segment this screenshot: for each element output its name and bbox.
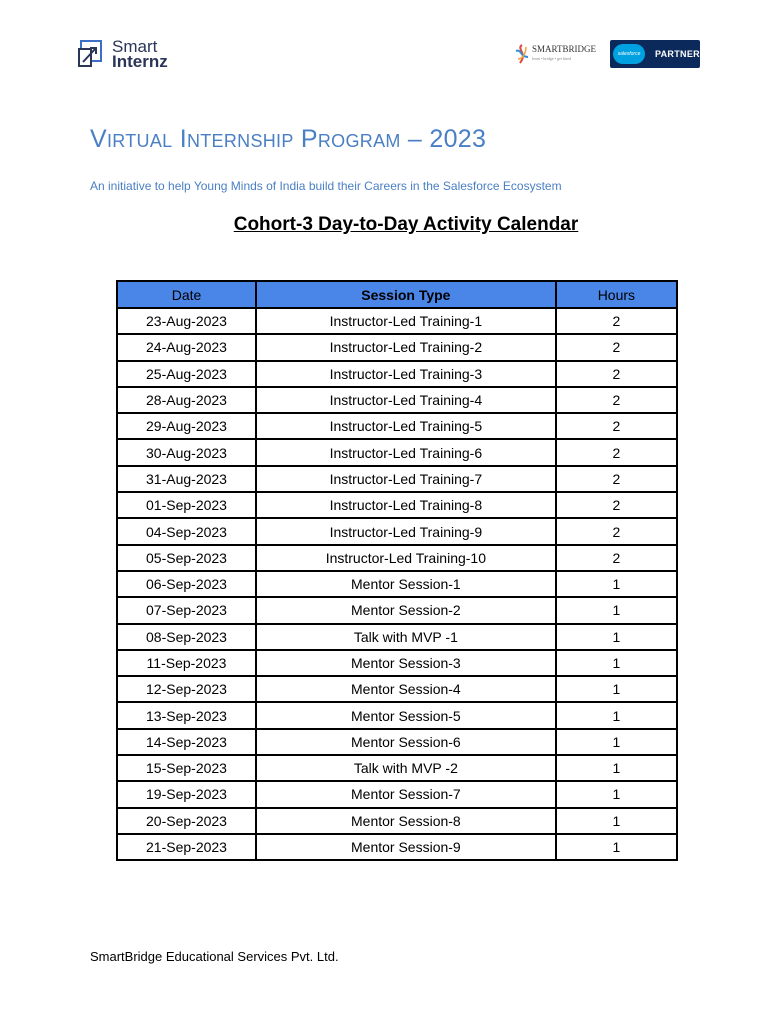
- session-type-cell: Mentor Session-1: [256, 571, 556, 597]
- hours-cell: 2: [556, 334, 677, 360]
- date-cell: 23-Aug-2023: [117, 308, 256, 334]
- date-cell: 11-Sep-2023: [117, 650, 256, 676]
- date-cell: 12-Sep-2023: [117, 676, 256, 702]
- table-row: [117, 571, 677, 597]
- session-type-cell: Instructor-Led Training-1: [256, 308, 556, 334]
- date-cell: 28-Aug-2023: [117, 387, 256, 413]
- hours-cell: 1: [556, 676, 677, 702]
- smartbridge-tagline: learn • bridge • get hired: [532, 56, 572, 61]
- table-row: [117, 518, 677, 544]
- date-cell: 21-Sep-2023: [117, 834, 256, 860]
- date-cell: 07-Sep-2023: [117, 597, 256, 623]
- date-cell: 08-Sep-2023: [117, 624, 256, 650]
- footer-company: SmartBridge Educational Services Pvt. Ltd.: [90, 949, 339, 964]
- table-row: [117, 702, 677, 728]
- hours-cell: 2: [556, 413, 677, 439]
- hours-cell: 2: [556, 361, 677, 387]
- table-row: [117, 755, 677, 781]
- session-type-cell: Mentor Session-2: [256, 597, 556, 623]
- smart-internz-logo: [78, 39, 168, 69]
- salesforce-wordmark: salesforce: [617, 51, 641, 57]
- column-header-date: Date: [117, 281, 256, 308]
- table-row: [117, 781, 677, 807]
- table-row: [117, 650, 677, 676]
- table-row: [117, 624, 677, 650]
- session-type-cell: Talk with MVP -1: [256, 624, 556, 650]
- table-row: [117, 361, 677, 387]
- table-row: [117, 834, 677, 860]
- table-row: [117, 413, 677, 439]
- table-row: [117, 729, 677, 755]
- session-type-cell: Mentor Session-5: [256, 702, 556, 728]
- page-title: Virtual Internship Program – 2023: [90, 125, 487, 153]
- hours-cell: 1: [556, 624, 677, 650]
- session-type-cell: Mentor Session-7: [256, 781, 556, 807]
- smartbridge-name: SMARTBRIDGE: [532, 44, 596, 54]
- date-cell: 01-Sep-2023: [117, 492, 256, 518]
- session-type-cell: Talk with MVP -2: [256, 755, 556, 781]
- date-cell: 29-Aug-2023: [117, 413, 256, 439]
- table-body: [117, 308, 677, 860]
- logo-text-smart: Smart: [112, 37, 158, 56]
- date-cell: 15-Sep-2023: [117, 755, 256, 781]
- hours-cell: 1: [556, 755, 677, 781]
- session-type-cell: Instructor-Led Training-10: [256, 545, 556, 571]
- table-row: [117, 334, 677, 360]
- hours-cell: 1: [556, 834, 677, 860]
- calendar-title: Cohort-3 Day-to-Day Activity Calendar: [233, 214, 579, 235]
- salesforce-partner-badge: [610, 40, 700, 68]
- hours-cell: 2: [556, 387, 677, 413]
- table-row: [117, 492, 677, 518]
- date-cell: 06-Sep-2023: [117, 571, 256, 597]
- hours-cell: 2: [556, 492, 677, 518]
- hours-cell: 2: [556, 439, 677, 465]
- table-row: [117, 466, 677, 492]
- smart-internz-logo-icon: [78, 40, 104, 68]
- table-row: [117, 439, 677, 465]
- session-type-cell: Instructor-Led Training-5: [256, 413, 556, 439]
- session-type-cell: Mentor Session-6: [256, 729, 556, 755]
- date-cell: 25-Aug-2023: [117, 361, 256, 387]
- date-cell: 20-Sep-2023: [117, 808, 256, 834]
- session-type-cell: Instructor-Led Training-3: [256, 361, 556, 387]
- session-type-cell: Instructor-Led Training-7: [256, 466, 556, 492]
- session-type-cell: Instructor-Led Training-9: [256, 518, 556, 544]
- hours-cell: 2: [556, 518, 677, 544]
- session-type-cell: Instructor-Led Training-2: [256, 334, 556, 360]
- date-cell: 24-Aug-2023: [117, 334, 256, 360]
- hours-cell: 2: [556, 466, 677, 492]
- table-row: [117, 545, 677, 571]
- session-type-cell: Mentor Session-9: [256, 834, 556, 860]
- table-header-row: [117, 281, 677, 308]
- table-row: [117, 808, 677, 834]
- partner-label: PARTNER: [655, 49, 700, 59]
- table-row: [117, 676, 677, 702]
- date-cell: 14-Sep-2023: [117, 729, 256, 755]
- table-row: [117, 387, 677, 413]
- hours-cell: 2: [556, 545, 677, 571]
- date-cell: 31-Aug-2023: [117, 466, 256, 492]
- activity-calendar-table: [116, 280, 678, 861]
- hours-cell: 1: [556, 729, 677, 755]
- date-cell: 30-Aug-2023: [117, 439, 256, 465]
- hours-cell: 1: [556, 808, 677, 834]
- hours-cell: 1: [556, 650, 677, 676]
- date-cell: 13-Sep-2023: [117, 702, 256, 728]
- salesforce-cloud-icon: [613, 44, 645, 64]
- date-cell: 19-Sep-2023: [117, 781, 256, 807]
- column-header-hours: Hours: [556, 281, 677, 308]
- smartbridge-swirl-icon: [512, 43, 532, 65]
- table-row: [117, 308, 677, 334]
- page-subtitle: An initiative to help Young Minds of India build their Careers in the Salesforce Ecosystem: [90, 179, 562, 193]
- hours-cell: 1: [556, 781, 677, 807]
- session-type-cell: Mentor Session-4: [256, 676, 556, 702]
- date-cell: 05-Sep-2023: [117, 545, 256, 571]
- date-cell: 04-Sep-2023: [117, 518, 256, 544]
- hours-cell: 1: [556, 702, 677, 728]
- table-row: [117, 597, 677, 623]
- logo-text-internz: Internz: [112, 52, 168, 71]
- session-type-cell: Instructor-Led Training-4: [256, 387, 556, 413]
- hours-cell: 1: [556, 571, 677, 597]
- hours-cell: 2: [556, 308, 677, 334]
- smartbridge-logo: [512, 43, 596, 65]
- partner-logos: [512, 40, 700, 68]
- hours-cell: 1: [556, 597, 677, 623]
- session-type-cell: Instructor-Led Training-8: [256, 492, 556, 518]
- session-type-cell: Instructor-Led Training-6: [256, 439, 556, 465]
- column-header-session-type: Session Type: [256, 281, 556, 308]
- session-type-cell: Mentor Session-8: [256, 808, 556, 834]
- session-type-cell: Mentor Session-3: [256, 650, 556, 676]
